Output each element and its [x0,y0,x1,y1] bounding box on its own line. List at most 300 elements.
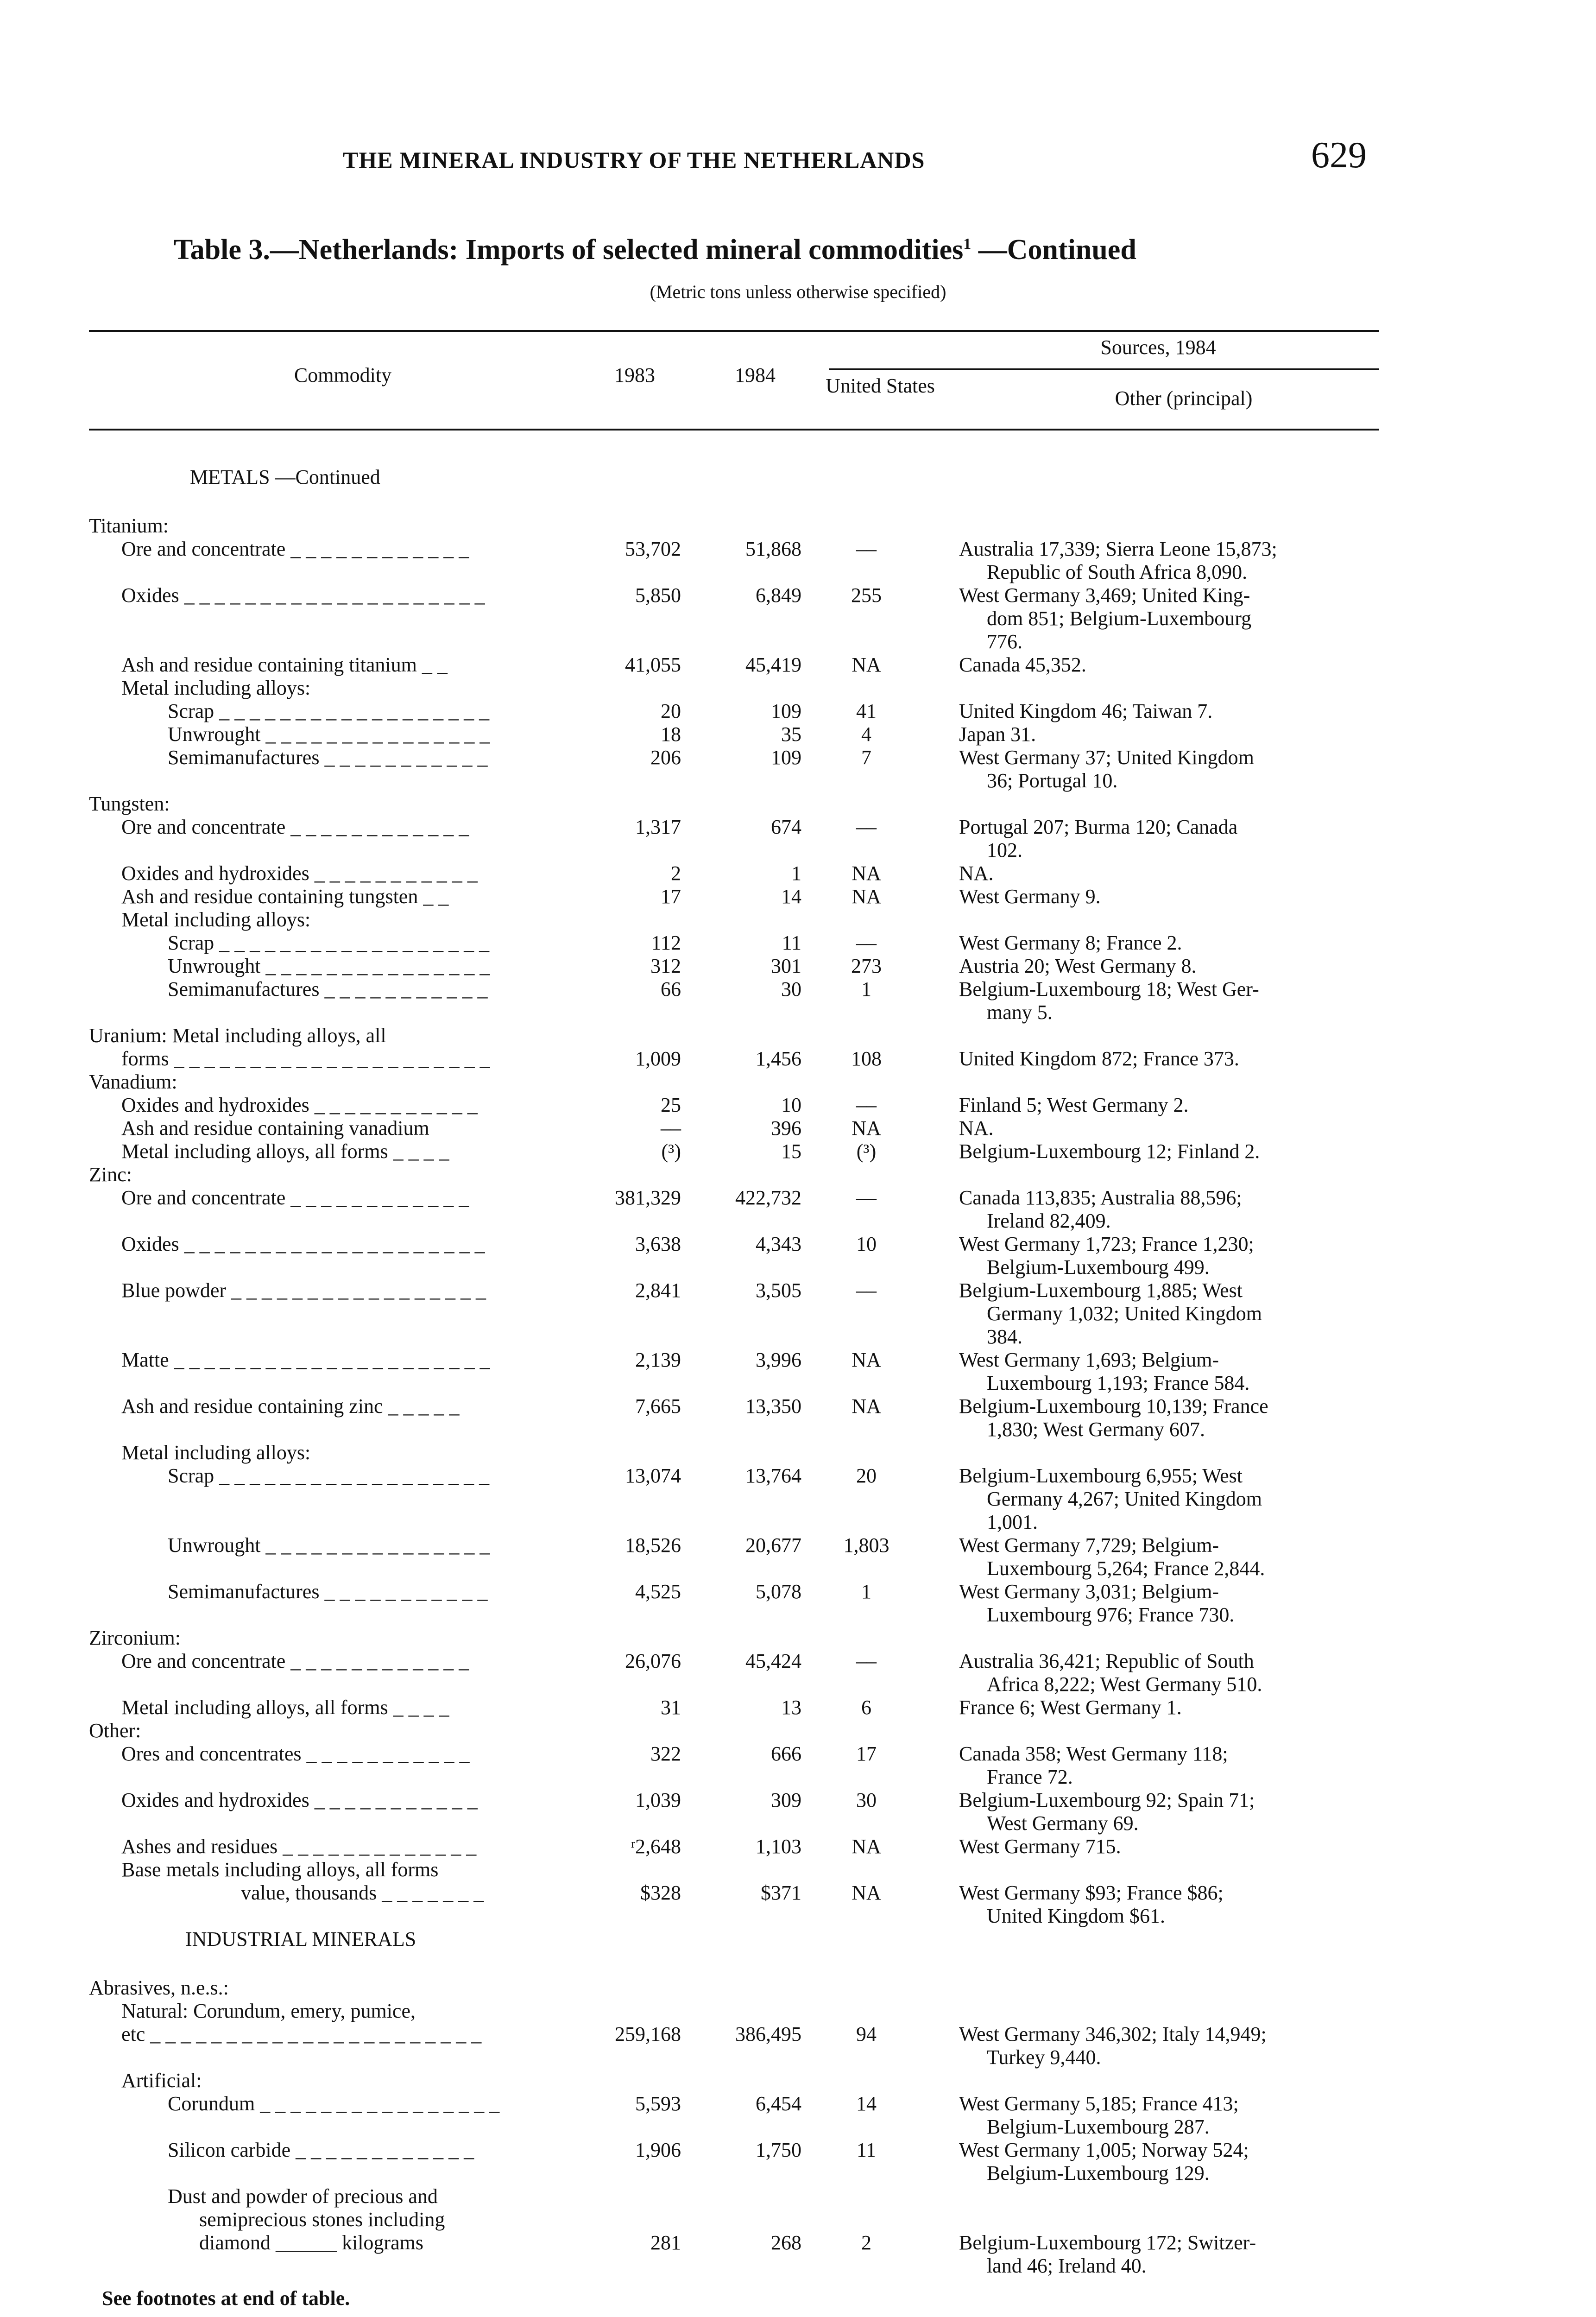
table-row [0,1094,1596,1117]
1983-value: 25 [661,1094,681,1116]
1984-value: 13,350 [745,1395,801,1418]
row-heading [0,1976,1596,2000]
1983-value: 5,850 [635,584,681,607]
row-heading [0,908,1596,931]
footnote-reference: See footnotes at end of table. [102,2287,350,2310]
1983-value: 259,168 [615,2023,681,2045]
1983-value: ʳ2,648 [631,1835,681,1858]
commodity-label: Artificial: [121,2069,202,2092]
table-row [0,723,1596,746]
us-value: –– [856,931,877,954]
table-row [0,885,1596,908]
other-sources-line: NA. [959,1117,994,1140]
col-header-1984: 1984 [735,364,776,386]
other-sources-line: West Germany 1,005; Norway 524; [959,2139,1249,2161]
1983-value: 1,039 [635,1789,681,1811]
commodity-label: Ore and concentrate _ _ _ _ _ _ _ _ _ _ _ _ [121,1186,469,1209]
row-heading [0,1627,1596,1650]
other-sources-line: Belgium-Luxembourg 10,139; France [959,1395,1268,1418]
other-sources [959,1279,1367,1348]
other-sources-line: West Germany 8; France 2. [959,931,1182,954]
1984-value: 301 [771,955,801,977]
commodity-label: Zirconium: [89,1627,181,1649]
us-value: NA [852,885,881,908]
commodity-label: forms _ _ _ _ _ _ _ _ _ _ _ _ _ _ _ _ _ _ _ _ _ [121,1047,490,1070]
us-value: –– [856,1650,877,1672]
1984-value: 109 [771,700,801,722]
1983-value: 322 [650,1742,681,1765]
us-value: 108 [851,1047,882,1070]
commodity-label: Ore and concentrate _ _ _ _ _ _ _ _ _ _ _ _ [121,538,469,560]
commodity-label: Metal including alloys: [121,908,311,931]
other-sources [959,584,1367,653]
other-sources-line: West Germany 3,031; Belgium- [959,1580,1219,1603]
1983-value: 20 [661,700,681,722]
commodity-label: Ore and concentrate _ _ _ _ _ _ _ _ _ _ _ _ [121,816,469,838]
commodity-label: Semimanufactures _ _ _ _ _ _ _ _ _ _ _ [168,1580,488,1603]
us-value: 4 [861,723,871,746]
other-sources-line: West Germany 5,185; France 413; [959,2092,1239,2115]
1984-value: 1 [791,862,801,885]
col-header-other: Other (principal) [1115,387,1253,410]
other-sources [959,1186,1367,1233]
table-row [0,584,1596,653]
other-sources [959,1348,1367,1395]
other-sources-line: West Germany 37; United Kingdom [959,746,1254,769]
1984-value: 35 [781,723,801,746]
1984-value: 15 [781,1140,801,1163]
1984-value: 30 [781,978,801,1000]
other-sources-line: 102. [987,839,1022,861]
other-sources-line: Belgium-Luxembourg 172; Switzer- [959,2231,1256,2254]
row-heading [0,514,1596,538]
section-heading [0,466,1596,489]
other-sources-line: 384. [987,1325,1022,1348]
1983-value: 31 [661,1696,681,1719]
other-sources-line: 1,001. [987,1511,1038,1533]
row-heading [0,1719,1596,1742]
commodity-label: Blue powder _ _ _ _ _ _ _ _ _ _ _ _ _ _ _ _ _ [121,1279,486,1302]
table-row [0,1348,1596,1394]
other-sources [959,1881,1367,1928]
other-sources-line: Belgium-Luxembourg 499. [987,1256,1210,1279]
other-sources [959,1464,1367,1534]
commodity-label: Oxides and hydroxides _ _ _ _ _ _ _ _ _ _ _ [121,862,478,885]
table-row [0,1835,1596,1858]
1983-value: 7,665 [635,1395,681,1418]
col-header-commodity: Commodity [294,364,392,386]
table-row [0,1789,1596,1835]
other-sources-line: Canada 45,352. [959,653,1086,676]
us-value: NA [852,1395,881,1418]
other-sources-line: Canada 358; West Germany 118; [959,1742,1228,1765]
1984-value: 10 [781,1094,801,1116]
table-row [0,816,1596,861]
other-sources [959,2139,1367,2185]
commodity-label: Tungsten: [89,792,170,815]
commodity-label: Zinc: [89,1163,132,1186]
us-value: (³) [856,1140,877,1163]
other-sources-line: NA. [959,862,994,885]
other-sources-line: Belgium-Luxembourg 92; Spain 71; [959,1789,1255,1811]
row-heading [0,1163,1596,1186]
other-sources [959,1094,1367,1117]
other-sources-line: Luxembourg 5,264; France 2,844. [987,1557,1265,1580]
other-sources [959,746,1367,792]
table-row [0,1047,1596,1070]
other-sources [959,1789,1367,1835]
commodity-label: Metal including alloys, all forms _ _ _ _ [121,1140,449,1163]
other-sources [959,931,1367,955]
1984-value: 309 [771,1789,801,1811]
col-header-sources: Sources, 1984 [1100,336,1216,359]
1984-value: 6,849 [756,584,801,607]
commodity-label: Abrasives, n.e.s.: [89,1976,229,1999]
other-sources-line: West Germany 3,469; United King- [959,584,1250,607]
us-value: 7 [861,746,871,769]
1983-value: 66 [661,978,681,1000]
commodity-label: Natural: Corundum, emery, pumice, [121,2000,416,2022]
other-sources [959,723,1367,746]
page-number: 629 [1311,135,1367,176]
1983-value: 1,317 [635,816,681,838]
row-heading [0,2208,1596,2231]
us-value: 1,803 [843,1534,889,1557]
table-row [0,653,1596,677]
commodity-label: Metal including alloys, all forms _ _ _ _ [121,1696,449,1719]
commodity-label: value, thousands _ _ _ _ _ _ _ [241,1881,484,1904]
other-sources [959,2092,1367,2139]
table-row [0,1580,1596,1626]
1984-value: 45,424 [745,1650,801,1672]
us-value: –– [856,816,877,838]
other-sources-line: West Germany 346,302; Italy 14,949; [959,2023,1267,2045]
us-value: NA [852,1881,881,1904]
other-sources-line: 776. [987,630,1022,653]
other-sources-line: Turkey 9,440. [987,2046,1101,2069]
us-value: NA [852,1117,881,1140]
1983-value: 5,593 [635,2092,681,2115]
1984-value: 20,677 [745,1534,801,1557]
other-sources [959,1395,1367,1441]
other-sources-line: land 46; Ireland 40. [987,2254,1147,2277]
commodity-label: METALS —Continued [190,466,380,488]
other-sources-line: Africa 8,222; West Germany 510. [987,1673,1262,1696]
table-row [0,1140,1596,1163]
commodity-label: Ore and concentrate _ _ _ _ _ _ _ _ _ _ _ _ [121,1650,469,1672]
1983-value: 17 [661,885,681,908]
1983-value: 2 [671,862,681,885]
1983-value: 2,841 [635,1279,681,1302]
other-sources-line: 36; Portugal 10. [987,769,1118,792]
table-row [0,538,1596,583]
1984-value: 6,454 [756,2092,801,2115]
1984-value: 3,505 [756,1279,801,1302]
1984-value: 11 [782,931,801,954]
other-sources-line: France 72. [987,1766,1073,1788]
other-sources-line: United Kingdom $61. [987,1905,1165,1927]
us-value: –– [856,1094,877,1116]
us-value: –– [856,1186,877,1209]
1983-value: 3,638 [635,1233,681,1255]
us-value: 273 [851,955,882,977]
1983-value: 206 [650,746,681,769]
us-value: 30 [856,1789,877,1811]
commodity-label: Oxides _ _ _ _ _ _ _ _ _ _ _ _ _ _ _ _ _ _ _ _ [121,1233,485,1255]
1984-value: 3,996 [756,1348,801,1371]
commodity-label: semiprecious stones including [199,2208,445,2231]
1983-value: 26,076 [625,1650,681,1672]
other-sources-line: 1,830; West Germany 607. [987,1418,1205,1441]
other-sources-line: Germany 1,032; United Kingdom [987,1302,1262,1325]
section-heading [0,1928,1596,1951]
us-value: 17 [856,1742,877,1765]
us-value: NA [852,653,881,676]
other-sources [959,1835,1367,1858]
col-header-1983: 1983 [614,364,655,386]
other-sources-line: Portugal 207; Burma 120; Canada [959,816,1238,838]
table-row [0,1279,1596,1348]
table-row [0,2231,1596,2277]
commodity-label: Titanium: [89,514,169,537]
table-row [0,1464,1596,1533]
table-row [0,700,1596,723]
row-heading [0,2185,1596,2208]
us-value: –– [856,1279,877,1302]
commodity-label: Ashes and residues _ _ _ _ _ _ _ _ _ _ _ _ _ [121,1835,477,1858]
other-sources-line: West Germany 715. [959,1835,1121,1858]
other-sources-line: Japan 31. [959,723,1036,746]
1984-value: 109 [771,746,801,769]
1983-value: 281 [650,2231,681,2254]
table-row [0,978,1596,1024]
1983-value: 13,074 [625,1464,681,1487]
other-sources [959,862,1367,885]
table-row [0,1395,1596,1441]
other-sources-line: United Kingdom 46; Taiwan 7. [959,700,1213,722]
table-row [0,2139,1596,2184]
commodity-label: Other: [89,1719,141,1742]
row-heading [0,1024,1596,1047]
commodity-label: etc _ _ _ _ _ _ _ _ _ _ _ _ _ _ _ _ _ _ _ _ _ _ [121,2023,482,2045]
1983-value: 41,055 [625,653,681,676]
table-title-suffix: —Continued [971,234,1136,266]
other-sources-line: Belgium-Luxembourg 129. [987,2162,1210,2184]
table-row [0,1233,1596,1279]
1983-value: (³) [661,1140,681,1163]
row-heading [0,2069,1596,2092]
table-row [0,746,1596,792]
1984-value: 1,456 [756,1047,801,1070]
row-heading [0,1070,1596,1094]
1984-value: 4,343 [756,1233,801,1255]
other-sources-line: Belgium-Luxembourg 287. [987,2115,1210,2138]
us-value: 6 [861,1696,871,1719]
1984-value: 1,750 [756,2139,801,2161]
row-heading [0,2000,1596,2023]
commodity-label: Unwrought _ _ _ _ _ _ _ _ _ _ _ _ _ _ _ [168,1534,490,1557]
other-sources-line: Belgium-Luxembourg 1,885; West [959,1279,1243,1302]
title-footnote-mark: 1 [963,235,971,253]
commodity-label: Metal including alloys: [121,1441,311,1464]
commodity-label: Dust and powder of precious and [168,2185,438,2208]
other-sources-line: Luxembourg 976; France 730. [987,1603,1235,1626]
table-row [0,931,1596,955]
table-row [0,1881,1596,1927]
us-value: 20 [856,1464,877,1487]
other-sources-line: West Germany 9. [959,885,1101,908]
other-sources [959,1047,1367,1070]
other-sources [959,1534,1367,1580]
commodity-label: INDUSTRIAL MINERALS [185,1928,416,1950]
other-sources-line: West Germany $93; France $86; [959,1881,1224,1904]
other-sources-line: West Germany 7,729; Belgium- [959,1534,1219,1557]
commodity-label: Uranium: Metal including alloys, all [89,1024,386,1047]
us-value: 11 [856,2139,877,2161]
table-row [0,1650,1596,1696]
1984-value: 13 [781,1696,801,1719]
commodity-label: Metal including alloys: [121,677,311,699]
other-sources-line: Australia 17,339; Sierra Leone 15,873; [959,538,1277,560]
other-sources-line: West Germany 1,723; France 1,230; [959,1233,1254,1255]
other-sources [959,700,1367,723]
other-sources [959,1117,1367,1140]
us-value: 255 [851,584,882,607]
1984-value: 1,103 [756,1835,801,1858]
1984-value: 422,732 [735,1186,801,1209]
table-row [0,2092,1596,2138]
1983-value: 381,329 [615,1186,681,1209]
other-sources-line: United Kingdom 872; France 373. [959,1047,1239,1070]
1984-value: 666 [771,1742,801,1765]
table-row [0,1186,1596,1232]
commodity-label: Semimanufactures _ _ _ _ _ _ _ _ _ _ _ [168,746,488,769]
commodity-label: Oxides and hydroxides _ _ _ _ _ _ _ _ _ _ _ [121,1094,478,1116]
commodity-label: Silicon carbide _ _ _ _ _ _ _ _ _ _ _ _ [168,2139,474,2161]
commodity-label: Base metals including alloys, all forms [121,1858,439,1881]
1984-value: 13,764 [745,1464,801,1487]
row-heading [0,1441,1596,1464]
commodity-label: Semimanufactures _ _ _ _ _ _ _ _ _ _ _ [168,978,488,1000]
other-sources [959,978,1367,1024]
us-value: 10 [856,1233,877,1255]
row-heading [0,792,1596,816]
1983-value: 112 [651,931,681,954]
commodity-label: Ash and residue containing tungsten _ _ [121,885,449,908]
commodity-label: Corundum _ _ _ _ _ _ _ _ _ _ _ _ _ _ _ _ [168,2092,500,2115]
other-sources [959,653,1367,677]
1983-value: 18,526 [625,1534,681,1557]
other-sources-line: Republic of South Africa 8,090. [987,561,1248,583]
us-value: 94 [856,2023,877,2045]
1983-value: 2,139 [635,1348,681,1371]
other-sources-line: Belgium-Luxembourg 18; West Ger- [959,978,1259,1000]
1983-value: 53,702 [625,538,681,560]
other-sources [959,538,1367,584]
other-sources [959,1696,1367,1719]
commodity-label: Oxides _ _ _ _ _ _ _ _ _ _ _ _ _ _ _ _ _ _ _ _ [121,584,485,607]
commodity-label: Unwrought _ _ _ _ _ _ _ _ _ _ _ _ _ _ _ [168,955,490,977]
other-sources [959,1650,1367,1696]
other-sources-line: Belgium-Luxembourg 6,955; West [959,1464,1243,1487]
us-value: 1 [861,1580,871,1603]
table-row [0,1117,1596,1140]
commodity-label: Scrap _ _ _ _ _ _ _ _ _ _ _ _ _ _ _ _ _ _ [168,700,490,722]
1983-value: $328 [640,1881,681,1904]
1983-value: 18 [661,723,681,746]
us-value: NA [852,862,881,885]
1984-value: 396 [771,1117,801,1140]
table-row [0,2023,1596,2069]
other-sources-line: Luxembourg 1,193; France 584. [987,1372,1250,1394]
us-value: –– [856,538,877,560]
other-sources [959,1580,1367,1627]
1984-value: $371 [761,1881,801,1904]
commodity-label: Vanadium: [89,1070,177,1093]
1984-value: 45,419 [745,653,801,676]
other-sources-line: Belgium-Luxembourg 12; Finland 2. [959,1140,1260,1163]
other-sources [959,2023,1367,2069]
commodity-label: Matte _ _ _ _ _ _ _ _ _ _ _ _ _ _ _ _ _ _ _ _ _ [121,1348,490,1371]
other-sources [959,1140,1367,1163]
table-row [0,1534,1596,1580]
other-sources-line: West Germany 1,693; Belgium- [959,1348,1219,1371]
commodity-label: Scrap _ _ _ _ _ _ _ _ _ _ _ _ _ _ _ _ _ _ [168,931,490,954]
commodity-label: Ash and residue containing vanadium [121,1117,429,1140]
commodity-label: Oxides and hydroxides _ _ _ _ _ _ _ _ _ _ _ [121,1789,478,1811]
commodity-label: Ores and concentrates _ _ _ _ _ _ _ _ _ _ _ [121,1742,470,1765]
other-sources-line: Finland 5; West Germany 2. [959,1094,1189,1116]
other-sources-line: France 6; West Germany 1. [959,1696,1182,1719]
other-sources-line: West Germany 69. [987,1812,1139,1835]
commodity-label: Ash and residue containing titanium _ _ [121,653,448,676]
other-sources [959,816,1367,862]
row-heading [0,1858,1596,1881]
table-row [0,1742,1596,1788]
1983-value: 4,525 [635,1580,681,1603]
other-sources-line: dom 851; Belgium-Luxembourg [987,607,1252,630]
1983-value: –– [661,1117,681,1140]
other-sources-line: Ireland 82,409. [987,1209,1111,1232]
running-head: THE MINERAL INDUSTRY OF THE NETHERLANDS [343,147,925,173]
1983-value: 1,009 [635,1047,681,1070]
commodity-label: Ash and residue containing zinc _ _ _ _ _ [121,1395,460,1418]
1983-value: 1,906 [635,2139,681,2161]
1984-value: 386,495 [735,2023,801,2045]
commodity-label: Unwrought _ _ _ _ _ _ _ _ _ _ _ _ _ _ _ [168,723,490,746]
other-sources [959,2231,1367,2278]
1984-value: 674 [771,816,801,838]
1984-value: 51,868 [745,538,801,560]
table-subtitle: (Metric tons unless otherwise specified) [650,281,946,302]
table-row [0,862,1596,885]
1984-value: 14 [781,885,801,908]
us-value: 1 [861,978,871,1000]
other-sources [959,955,1367,978]
table-row [0,1696,1596,1719]
1984-value: 5,078 [756,1580,801,1603]
1983-value: 312 [650,955,681,977]
other-sources [959,1233,1367,1279]
commodity-label: diamond ______ kilograms [199,2231,423,2254]
table-title-text: Table 3.—Netherlands: Imports of selected mineral commodities [174,234,964,266]
other-sources-line: Australia 36,421; Republic of South [959,1650,1254,1672]
table-row [0,955,1596,978]
us-value: 2 [861,2231,871,2254]
us-value: 41 [856,700,877,722]
other-sources-line: Austria 20; West Germany 8. [959,955,1197,977]
row-heading [0,677,1596,700]
